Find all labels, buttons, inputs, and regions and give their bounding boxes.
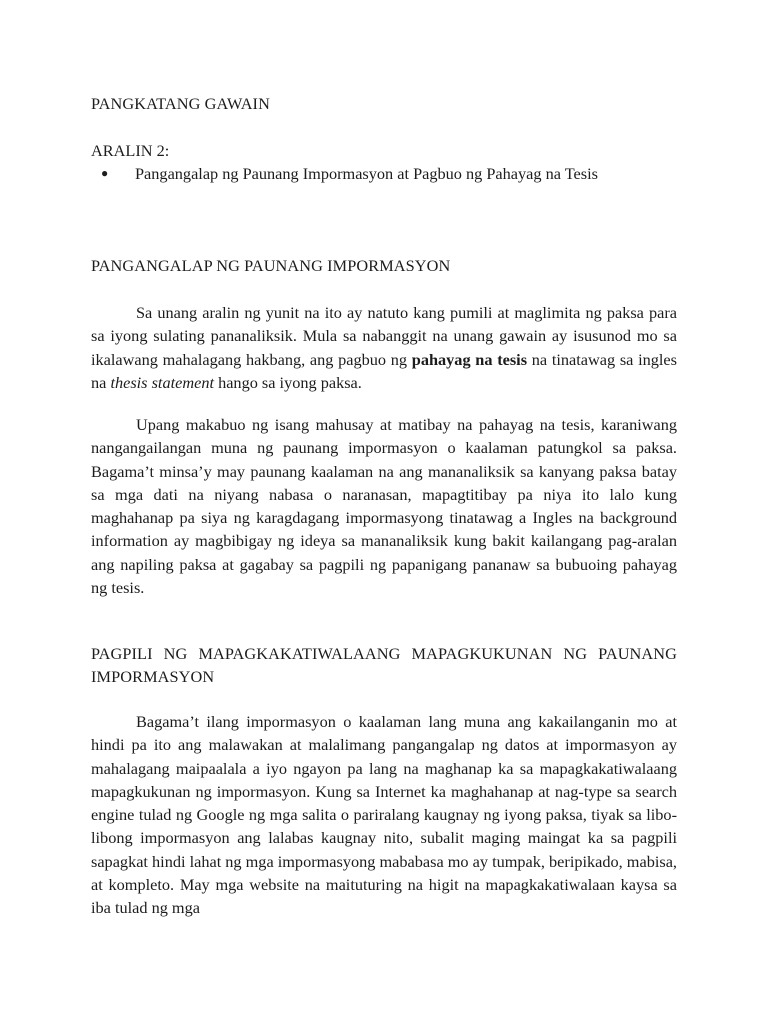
- paragraph-1-text-end: hango sa iyong paksa.: [214, 372, 362, 392]
- paragraph-1-text: Sa unang aralin ng yunit na ito ay natuto kang pumili at maglimita ng paksa para sa iyong sulating pananaliksik. Mula sa nabanggit na unang gawain ay isusunod mo sa ikalawang mahalagang hakbang, ang pagbuo ng: [91, 303, 677, 369]
- paragraph-3: Bagama’t ilang impormasyon o kaalaman lang muna ang kakailanganin mo at hindi pa ito ang malawakan at malalimang pangangalap ng datos at impormasyon ay mahalagang maipaalala a iyo ngayon pa lang na maghanap ka sa mapagkakatiwalaang mapagkukunan ng impormasyon. Kung sa Internet ka maghahanap at nag-type sa search engine tulad ng Google ng mga salita o pariralang kaugnay ng iyong paksa, tiyak sa libo-libong impormasyon ang lalabas kaugnay nito, subalit maging maingat ka sa pagpili sapagkat hindi lahat ng mga impormasyong mababasa mo ay tumpak, beripikado, mabisa, at kompleto. May mga website na maituturing na higit na mapagkakatiwalaan kaysa sa iba tulad ng mga: [91, 712, 677, 918]
- section-heading-pangangalap: PANGANGALAP NG PAUNANG IMPORMASYON: [91, 256, 451, 275]
- paragraph-1-italic-term: thesis statement: [110, 372, 214, 392]
- paragraph-1: [91, 301, 677, 394]
- section-heading-pagpili: [91, 642, 677, 689]
- document-title: PANGKATANG GAWAIN: [91, 94, 270, 113]
- section-heading-pagpili-line1: PAGPILI NG MAPAGKAKATIWALAANG MAPAGKUKUNAN NG PAUNANG: [91, 644, 677, 663]
- section-heading-pagpili-line2: IMPORMASYON: [91, 667, 215, 687]
- lesson-bullet-text: Pangangalap ng Paunang Impormasyon at Pagbuo ng Pahayag na Tesis: [135, 164, 598, 183]
- bullet-dot-icon: ●: [101, 166, 109, 180]
- paragraph-2: Upang makabuo ng isang mahusay at matibay na pahayag na tesis, karaniwang nangangailangan muna ng paunang impormasyon o kaalaman patungkol sa paksa. Bagama’t minsa’y may paunang kaalaman na ang mananaliksik sa kanyang paksa batay sa mga dati na niyang nabasa o naranasan, mapagtitibay pa niya ito lalo kung maghahanap pa siya ng karagdagang impormasyong tinatawag a Ingles na background information ay magbibigay ng ideya sa mananaliksik kung bakit kailangang pag-aralan ang napiling paksa at gagabay sa pagpili ng papanigang pananaw sa bubuoing pahayag ng tesis.: [91, 415, 677, 598]
- lesson-label: ARALIN 2:: [91, 141, 170, 160]
- paragraph-1-text-2: na tinatawag sa ingles na: [91, 349, 677, 392]
- paragraph-1-bold-term: pahayag na tesis: [411, 349, 528, 369]
